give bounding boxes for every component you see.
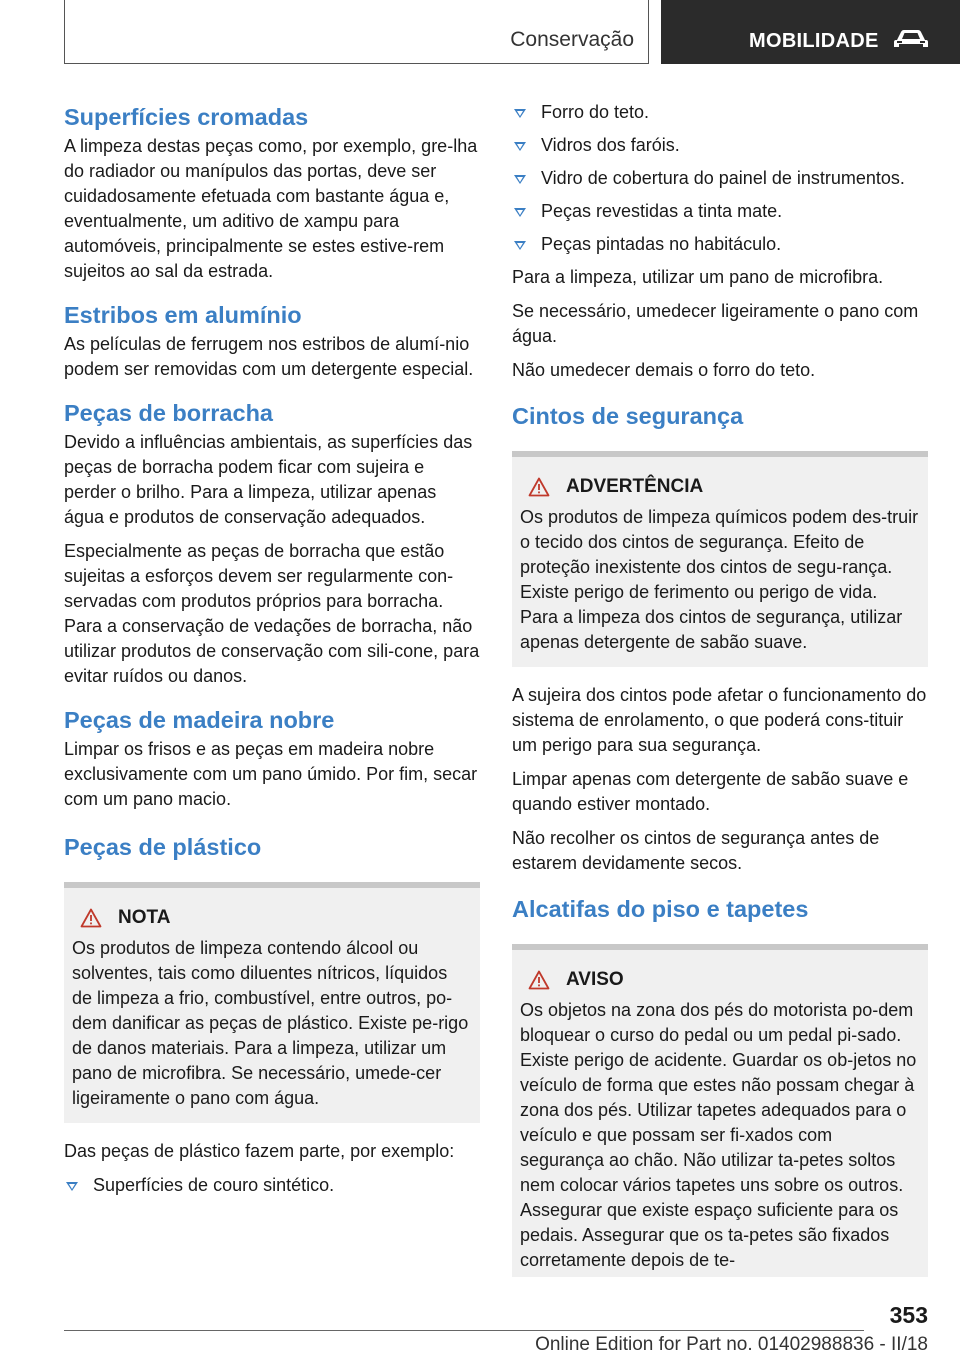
heading-aluminium-sills: Estribos em alumínio	[64, 302, 302, 328]
warning-triangle-icon	[80, 908, 102, 928]
header-section-tab	[64, 0, 649, 64]
heading-plastic-parts: Peças de plástico	[64, 834, 262, 860]
paragraph: Não recolher os cintos de segurança antes de estarem devidamente secos.	[512, 828, 880, 873]
header-section-title: Conservação	[510, 28, 634, 51]
paragraph: As películas de ferrugem nos estribos de alumí-nio podem ser removidas com um detergente especial.	[64, 334, 474, 379]
paragraph: Se necessário, umedecer ligeiramente o pano com água.	[512, 301, 919, 346]
bullet-triangle-icon	[514, 142, 526, 151]
paragraph: A limpeza destas peças como, por exemplo, gre-lha do radiador ou manípulos das portas, deve ser cuidadosamente efetuada com bastante água e, eventualmente, um aditivo de xampu para automóveis, principalmente se estes estive-rem sujeitos ao sal da estrada.	[64, 136, 478, 281]
header-chapter-tab	[661, 0, 960, 64]
paragraph: Das peças de plástico fazem parte, por exemplo:	[64, 1141, 455, 1161]
bullet-triangle-icon	[66, 1182, 78, 1191]
list-item: Vidro de cobertura do painel de instrumentos.	[512, 166, 928, 191]
list-item: Vidros dos faróis.	[512, 133, 928, 158]
note-text: Os produtos de limpeza contendo álcool ou solventes, tais como diluentes nítricos, líquidos de limpeza a frio, combustível, entre outros, po-dem danificar as peças de plástico. Existe pe-rigo de danos materiais. Para a limpeza, utilizar um pano de microfibra. Se necessário, umede-cer ligeiramente o pano com água.	[72, 938, 469, 1108]
list-item: Superfícies de couro sintético.	[64, 1173, 480, 1198]
warning-box	[512, 457, 928, 667]
edition-text: Online Edition for Part no. 01402988836 - II/18	[535, 1334, 928, 1355]
warning-text: Os produtos de limpeza químicos podem des-truir o tecido dos cintos de segurança. Efeito de proteção inexistente dos cintos de segu-rança. Existe perigo de ferimento ou perigo de vida. Para a limpeza dos cintos de segurança, utilizar apenas detergente de sabão suave.	[520, 507, 919, 652]
list-item: Forro do teto.	[512, 100, 928, 125]
left-column	[64, 100, 480, 1206]
heading-chrome-surfaces: Superfícies cromadas	[64, 104, 309, 130]
paragraph: A sujeira dos cintos pode afetar o funcionamento do sistema de enrolamento, o que poderá cons-tituir um perigo para sua segurança.	[512, 685, 927, 755]
header-chapter-title: MOBILIDADE	[749, 30, 879, 52]
bullet-triangle-icon	[514, 208, 526, 217]
caution-title: AVISO	[566, 969, 624, 990]
warning-title: ADVERTÊNCIA	[566, 476, 704, 497]
heading-floor-mats: Alcatifas do piso e tapetes	[512, 896, 809, 922]
page-number: 353	[889, 1302, 928, 1328]
warning-triangle-icon	[528, 477, 550, 497]
list-item: Peças revestidas a tinta mate.	[512, 199, 928, 224]
paragraph: Limpar apenas com detergente de sabão suave e quando estiver montado.	[512, 769, 909, 814]
car-icon	[893, 28, 929, 50]
bullet-triangle-icon	[514, 109, 526, 118]
list-item: Peças pintadas no habitáculo.	[512, 232, 928, 257]
note-title: NOTA	[118, 907, 171, 928]
note-box	[64, 888, 480, 1123]
bullet-triangle-icon	[514, 241, 526, 250]
plastic-parts-list-continued	[512, 100, 928, 257]
paragraph: Devido a influências ambientais, as superfícies das peças de borracha podem ficar com sujeira e perder o brilho. Para a limpeza, utilizar apenas água e produtos de conservação adequados.	[64, 432, 473, 527]
warning-triangle-icon	[528, 970, 550, 990]
heading-seat-belts: Cintos de segurança	[512, 403, 744, 429]
bullet-triangle-icon	[514, 175, 526, 184]
paragraph: Para a limpeza, utilizar um pano de microfibra.	[512, 267, 884, 287]
paragraph: Especialmente as peças de borracha que estão sujeitas a esforços devem ser regularmente con-servadas com produtos próprios para borracha. Para a conservação de vedações de borracha, não utilizar produtos de conservação com sili-cone, para evitar ruídos ou danos.	[64, 541, 480, 686]
heading-rubber-parts: Peças de borracha	[64, 400, 273, 426]
plastic-parts-list	[64, 1173, 480, 1198]
caution-text: Os objetos na zona dos pés do motorista po-dem bloquear o curso do pedal ou um pedal pi-sado. Existe perigo de acidente. Guardar os ob-jetos no veículo de forma que estes não possam chegar à zona dos pés. Utilizar tapetes adequados para o veículo e que possam ser fi-xados com segurança ao chão. Não utilizar ta-petes soltos nem colocar vários tapetes uns sobre os outros. Assegurar que existe espaço suficiente para os pedais. Assegurar que os ta-petes são fixados corretamente depois de te-	[520, 1000, 917, 1270]
paragraph: Não umedecer demais o forro do teto.	[512, 360, 816, 380]
right-column	[512, 100, 928, 1293]
paragraph: Limpar os frisos e as peças em madeira nobre exclusivamente com um pano úmido. Por fim, secar com um pano macio.	[64, 739, 478, 809]
footer-divider	[64, 1330, 864, 1331]
heading-wood-parts: Peças de madeira nobre	[64, 707, 335, 733]
caution-box	[512, 950, 928, 1277]
